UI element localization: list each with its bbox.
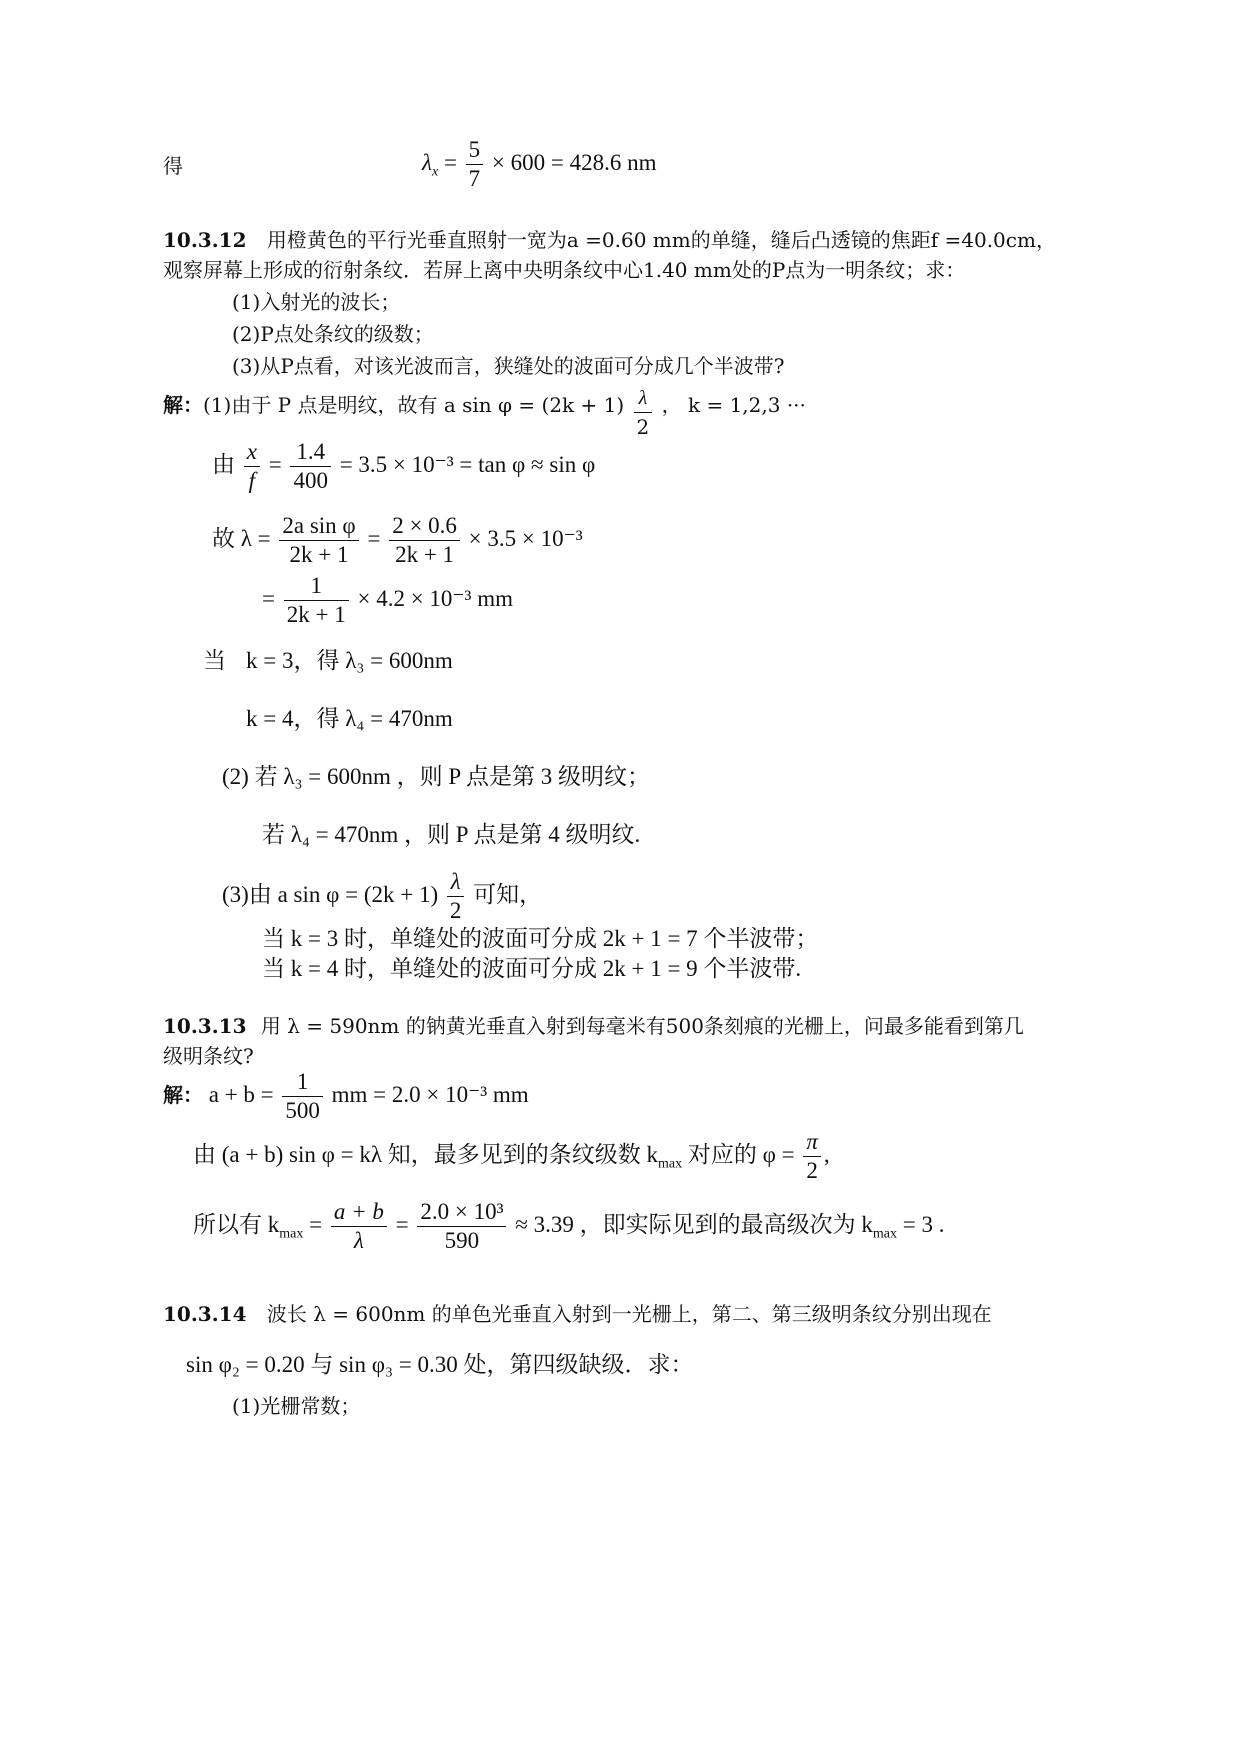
equation-suffix: 可知，	[473, 881, 543, 907]
answer-prefix: 得	[163, 154, 183, 178]
solution-label: 解：	[163, 393, 203, 417]
equation-prefix: 由 (a + b) sin φ = kλ 知，最多见到的条纹级数 k	[193, 1141, 658, 1167]
subscript: max	[279, 1226, 304, 1242]
equation-line	[212, 512, 583, 569]
subscript: max	[658, 1156, 683, 1172]
equation-rest: × 600 = 428.6 nm	[491, 149, 657, 175]
fraction: $\frac{2 \times 0.6}{2k + 1}$	[389, 512, 460, 569]
fraction: $\frac{\pi}{2}$	[803, 1128, 821, 1185]
equation-rest: mm = 2.0 × 10⁻³ mm	[331, 1081, 529, 1107]
part-2-line: (2) 若 λ₃ = 600nm ，则 P 点是第 3 级明纹；	[222, 764, 651, 789]
part-3-line	[222, 868, 542, 925]
fraction: $\frac{1}{2k + 1}$	[284, 572, 349, 629]
part-3-line: 当 k = 3 时，单缝处的波面可分成 2k + 1 = 7 个半波带；	[262, 926, 819, 951]
eq-sign: =	[443, 149, 457, 175]
statement-text: 波长 λ = 600nm 的单色光垂直入射到一光栅上，第二、第三级明条纹分别出现在	[266, 1302, 992, 1326]
fraction: $\frac{1.4}{400}$	[290, 438, 331, 495]
statement-text: sin φ₂ = 0.20 与 sin φ₃ = 0.30 处，第四级缺级．求：	[186, 1352, 694, 1377]
problem-number: 10.3.13	[163, 1014, 247, 1038]
k-range: ， k = 1,2,3 ···	[661, 393, 806, 417]
equation-prefix: a + b =	[208, 1081, 274, 1107]
fraction: $\frac{\lambda}{2}$	[634, 384, 653, 441]
equation-line	[262, 572, 513, 629]
equation-prefix: (3)由 a sin φ = (2k + 1)	[222, 881, 439, 907]
eq-sign: =	[262, 585, 275, 611]
equation-rest: × 3.5 × 10⁻³	[468, 525, 583, 551]
question-1: (1)光栅常数；	[232, 1394, 361, 1418]
equation-line	[163, 1068, 529, 1125]
case-label: 当	[203, 648, 226, 673]
equation-suffix: = 3 .	[896, 1211, 945, 1237]
statement-text: 观察屏幕上形成的衍射条纹．若屏上离中央明条纹中心1.40 mm处的P点为一明条纹；求：	[163, 258, 966, 282]
equation-rest: × 4.2 × 10⁻³ mm	[357, 585, 513, 611]
lambda-symbol: λ	[422, 149, 432, 175]
question-3: (3)从P点看，对该光波而言，狭缝处的波面可分成几个半波带?	[232, 354, 785, 378]
equation-line	[212, 438, 595, 495]
problem-number: 10.3.12	[163, 228, 247, 252]
eq-sign: =	[309, 1211, 323, 1237]
statement-text: 用橙黄色的平行光垂直照射一宽为a =0.60 mm的单缝，缝后凸透镜的焦距f =40.0cm，	[266, 228, 1056, 252]
equation-prefix: 所以有 k	[193, 1211, 280, 1237]
fraction: $\frac{1}{500}$	[282, 1068, 323, 1125]
prev-answer-equation	[422, 136, 657, 193]
solution-text: (1)由于 P 点是明纹，故有 a sin φ = (2k + 1)	[203, 393, 625, 417]
problem-statement-line	[163, 1012, 1024, 1040]
problem-statement-line	[163, 1300, 992, 1328]
eq-sign: =	[367, 525, 381, 551]
statement-text: 用 λ = 590nm 的钠黄光垂直入射到每毫米有500条刻痕的光栅上，问最多能看到第几	[260, 1014, 1024, 1038]
equation-prefix: 由	[212, 451, 235, 477]
question-2: (2)P点处条纹的级数；	[232, 322, 434, 346]
equation-suffix: ,	[823, 1141, 830, 1167]
equation-prefix: 故 λ =	[212, 525, 271, 551]
case-k4: k = 4，得 λ₄ = 470nm	[246, 706, 453, 731]
equation-line	[193, 1198, 944, 1255]
problem-number: 10.3.14	[163, 1302, 247, 1326]
eq-sign: =	[395, 1211, 409, 1237]
equation-rest: = 3.5 × 10⁻³ = tan φ ≈ sin φ	[339, 451, 596, 477]
statement-text: 级明条纹?	[163, 1044, 254, 1068]
fraction: $\frac{\text{2.0 × 10³}}{590}$	[417, 1198, 506, 1255]
part-3-line: 当 k = 4 时，单缝处的波面可分成 2k + 1 = 9 个半波带.	[262, 956, 802, 981]
lambda-subscript: x	[431, 164, 439, 180]
eq-sign: =	[268, 451, 282, 477]
fraction: $\frac{5}{7}$	[466, 136, 484, 193]
fraction: $\frac{\text{2a sin φ}}{2k + 1}$	[279, 512, 358, 569]
equation-line	[193, 1128, 830, 1185]
equation-mid: 对应的 φ =	[682, 1141, 795, 1167]
fraction: $\frac{x}{f}$	[244, 438, 260, 495]
solution-label: 解：	[163, 1084, 203, 1107]
question-1: (1)入射光的波长；	[232, 290, 401, 314]
solution-line	[163, 384, 806, 441]
subscript: max	[872, 1226, 897, 1242]
equation-rest: ≈ 3.39 ，即实际见到的最高级次为 k	[515, 1211, 873, 1237]
part-2-line: 若 λ₄ = 470nm ，则 P 点是第 4 级明纹.	[262, 822, 641, 847]
problem-statement-line	[163, 226, 1056, 254]
case-k3: k = 3，得 λ₃ = 600nm	[246, 648, 453, 673]
fraction: $\frac{\lambda}{2}$	[447, 868, 465, 925]
fraction: $\frac{a + b}{\lambda}$	[331, 1198, 387, 1255]
